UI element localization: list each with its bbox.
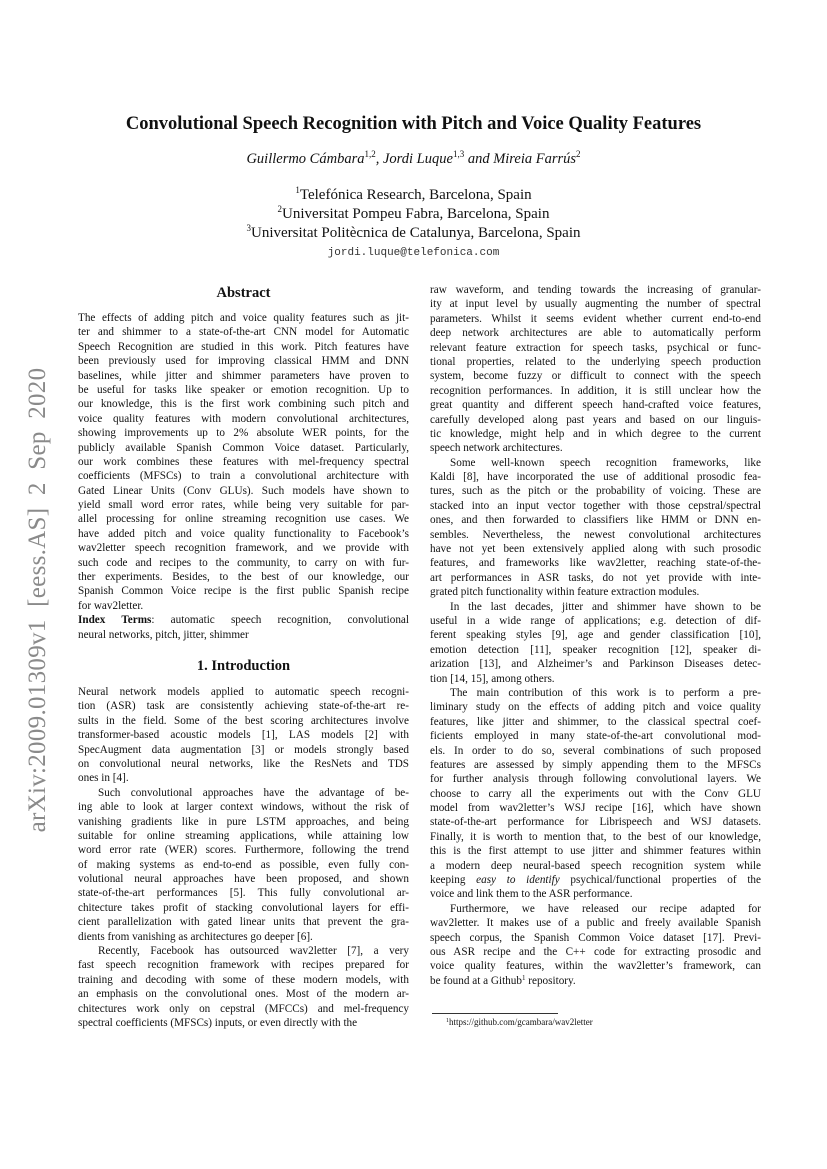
text-line: ones, and then forwarded to classifiers like HMM or DNN en-	[430, 514, 761, 527]
paragraph	[78, 311, 409, 613]
affiliation-number: 1	[295, 185, 300, 195]
index-terms-text: : automatic speech recognition, convolutional	[151, 614, 409, 627]
text-line: Neural network models applied to automatic speech recogni-	[78, 686, 409, 698]
author-list	[0, 151, 827, 168]
paragraph	[78, 944, 409, 1030]
footnote-marker: 1	[521, 973, 526, 982]
text-line: sults in the field. Some of the best scoring architectures involve	[78, 714, 409, 727]
text-line: our knowledge, this is the first work combining such pitch and	[78, 398, 409, 411]
author-name: Guillermo Cámbara	[246, 151, 365, 167]
text-line: voice quality features, within the wav2letter’s framework, can	[430, 960, 761, 973]
text-line: relevant feature extraction for speech tasks, psychical or func-	[430, 341, 761, 354]
text-line: raw waveform, and tending towards the increasing of granular-	[430, 284, 761, 296]
text-line: choose to carry all the experiments out with the Conv GLU	[430, 787, 761, 800]
affiliation-3	[0, 225, 827, 242]
text-line: publicly available Spanish Common Voice dataset. Particularly,	[78, 441, 409, 454]
index-terms-label: Index Terms	[78, 614, 152, 627]
affiliation-text: Telefónica Research, Barcelona, Spain	[299, 187, 532, 203]
text-line: voice quality features with modern convolutional architectures,	[78, 412, 409, 425]
paragraph	[430, 902, 761, 988]
text-line: of making systems as end-to-end as possible, even fully con-	[78, 858, 409, 871]
text-line: have not yet been extensively applied along with such prosodic	[430, 543, 761, 556]
text-line: a modern deep neural-based speech recognition system while	[430, 859, 761, 872]
text-line: stacked into an input vector together with those cepstral/spectral	[430, 499, 761, 512]
text-line: ing able to look at larger context windows, without the risk of	[78, 801, 409, 814]
author-affiliation-marker: 1,2	[364, 149, 376, 159]
paragraph	[430, 686, 761, 902]
text-line: model from wav2letter’s WSJ recipe [16], which have shown	[430, 802, 761, 815]
abstract-heading: Abstract	[216, 285, 271, 301]
paragraph	[430, 456, 761, 600]
text-line: an emphasis on the convolutional ones. Most of the modern ar-	[78, 988, 409, 1001]
text-line: cient parallelization with gated linear units that prevent the gra-	[78, 916, 409, 929]
text-line: speech network architectures.	[430, 442, 563, 455]
text-line: tion [14, 15], among others.	[430, 672, 555, 685]
text-line: tures, such as the pitch or the probability of voicing. These are	[430, 485, 761, 498]
text-line: spectral coefficients (MFSCs) inputs, or even directly with the	[78, 1016, 358, 1029]
text-line: speech corpus, the Spanish Common Voice dataset [17]. Previ-	[430, 931, 761, 944]
text-line: ones in [4].	[78, 772, 129, 785]
introduction-heading: 1. Introduction	[196, 658, 291, 674]
text-line: grated pitch functionality within feature extraction modules.	[430, 586, 700, 599]
text-line: Spanish Common Voice recipe is the first public Spanish recipe	[78, 585, 409, 598]
text-line: transformer-based acoustic models [1], LAS models [2] with	[78, 729, 409, 742]
text-line: wav2letter speech recognition framework, and we provide with	[78, 542, 409, 555]
text-segment: keeping	[430, 874, 477, 887]
introduction-right-column	[430, 283, 761, 988]
text-line: yield small word error rates, while being very suitable for par-	[78, 499, 409, 512]
text-line: ter and shimmer to a state-of-the-art CNN model for Automatic	[78, 326, 409, 339]
author-affiliation-marker: 1,3	[452, 149, 465, 159]
text-line: Finally, it is worth to mention that, to the best of our knowledge,	[430, 830, 761, 843]
contact-email: jordi.luque@telefonica.com	[327, 247, 500, 259]
text-line: The main contribution of this work is to perform a pre-	[450, 686, 761, 699]
text-line: word error rate (WER) scores. Furthermore, following the trend	[78, 844, 409, 857]
text-line: dients from vanishing as architectures go deeper [6].	[78, 930, 313, 943]
text-line: coefficients (MFSCs) to train a convolutional architecture with	[78, 470, 409, 483]
text-line: SpecAugment data augmentation [3] or models strongly based	[78, 743, 409, 756]
paragraph	[78, 786, 409, 944]
text-line: ther experiments. Besides, to the best of our knowledge, our	[78, 571, 409, 584]
paper-title: Convolutional Speech Recognition with Pitch and Voice Quality Features	[125, 114, 702, 134]
text-line: on convolutional neural networks, like the ResNets and TDS	[78, 757, 409, 770]
text-line	[430, 873, 761, 887]
text-line: parameters. Whilst it seems evident whether current end-to-end	[430, 312, 761, 325]
text-line: Recently, Facebook has outsourced wav2letter [7], a very	[98, 945, 409, 958]
text-line: arization [13], and Alzheimer’s and Parkinson Diseases detec-	[430, 658, 761, 671]
text-line: ferent speaking styles [9], age and gender classification [10],	[430, 629, 761, 642]
author-affiliation-marker: 2	[576, 149, 581, 159]
emphasized-text: easy to identify	[476, 874, 560, 887]
text-line: suitable for online streaming applications, while attaining low	[78, 829, 409, 842]
index-terms-line	[78, 628, 409, 642]
text-line: state-of-the-art performance for Librispeech and WSJ datasets.	[430, 816, 761, 829]
text-line: In the last decades, jitter and shimmer have shown to be	[450, 600, 761, 613]
affiliation-number: 2	[277, 204, 283, 214]
arxiv-identifier: arXiv:2009.01309v1 [eess.AS] 2 Sep 2020	[24, 367, 51, 833]
index-terms-line	[78, 613, 409, 627]
text-line: ous ASR recipe and the C++ code for extracting prosodic and	[430, 945, 761, 958]
introduction-left-column	[78, 685, 409, 1030]
text-line: The effects of adding pitch and voice quality features such as jit-	[78, 312, 409, 324]
text-line: Some well-known speech recognition frameworks, like	[450, 456, 761, 469]
text-line: features, and frameworks like wav2letter, reaching state-of-the-	[430, 557, 761, 570]
text-line: els. In order to do so, several combinations of such proposed	[430, 744, 761, 757]
text-segment: psychical/functional properties of the	[559, 874, 761, 887]
text-line: Speech Recognition are studied in this work. Pitch features have	[78, 340, 409, 353]
text-line: training and decoding with some of these modern models, with	[78, 973, 409, 986]
text-line: Furthermore, we have released our recipe adapted for	[450, 902, 761, 915]
text-line: carefully developed along past years and based on our linguis-	[430, 413, 761, 426]
text-line: such code and recipes to the community, to carry on with fur-	[78, 556, 409, 569]
text-line: sembles. Nevertheless, the newest convolutional architectures	[430, 528, 761, 541]
text-line: Gated Linear Units (Conv GLUs). Such models have shown to	[78, 484, 409, 497]
text-line: ity at input level by usually augmenting the number of spectral	[430, 298, 761, 311]
text-line: features, like jitter and shimmer, to the classical spectral coef-	[430, 715, 761, 728]
text-line: art performances in ASR tasks, do not yet provide with inte-	[430, 571, 761, 584]
text-line: be useful for tasks like speaker or emotion recognition. Up to	[78, 383, 409, 396]
author-name: Jordi Luque	[382, 151, 453, 167]
paragraph	[430, 600, 761, 686]
paragraph	[430, 283, 761, 456]
text-line: ficients employed in many state-of-the-art convolutional mod-	[430, 730, 761, 743]
abstract-body	[78, 311, 409, 642]
text-segment: be found at a Github	[430, 974, 522, 987]
text-line: recognition performances. In addition, it is still unclear how the	[430, 384, 761, 397]
affiliation-number: 3	[246, 223, 251, 233]
affiliation-text: Universitat Pompeu Fabra, Barcelona, Spain	[282, 206, 550, 222]
text-line: deep network architectures are able to automatically perform	[430, 327, 761, 340]
text-line: great quantity and different speech hand-crafted voice features,	[430, 399, 761, 412]
author-separator: and	[464, 151, 494, 167]
text-line: useful in a wide range of applications; e.g. detection of dif-	[430, 614, 761, 627]
text-line: allel processing for online streaming recognition use cases. We	[78, 513, 409, 526]
index-terms-text: neural networks, pitch, jitter, shimmer	[78, 628, 249, 641]
affiliation-1	[0, 187, 827, 204]
text-line: wav2letter. It makes use of a public and freely available Spanish	[430, 917, 761, 930]
text-segment: repository.	[525, 974, 576, 987]
text-line: chitectures work only on cepstral (MFCCs) and mel-frequency	[78, 1002, 409, 1015]
text-line: tional properties, related to the underlying speech production	[430, 355, 761, 368]
text-line: our work combines these features with mel-frequency spectral	[78, 455, 409, 468]
text-line: showing improvements up to 2% absolute WER points, for the	[78, 427, 409, 440]
text-line: state-of-the-art performances [5]. This fully convolutional ar-	[78, 887, 409, 900]
text-line: voice and link them to the ASR performance.	[430, 888, 633, 901]
text-line: Such convolutional approaches have the advantage of be-	[98, 786, 409, 799]
text-line: tion (ASR) task are consistently achieving state-of-the-art re-	[78, 700, 409, 713]
footnote-divider	[432, 1013, 558, 1014]
text-line: features are assessed by simply appending them to the MFSCs	[430, 758, 761, 771]
footnote	[446, 1017, 593, 1027]
text-line: liminary study on the effects of adding pitch and voice quality	[430, 701, 761, 714]
author-name: Mireia Farrús	[493, 151, 577, 167]
footnote-url: https://github.com/gcambara/wav2letter	[449, 1017, 593, 1027]
text-line: baselines, while jitter and shimmer parameters have proven to	[78, 369, 409, 382]
text-line: have added pitch and voice quality functionality to Facebook’s	[78, 527, 409, 540]
text-line: system, become fuzzy or difficult to connect with the speech	[430, 370, 761, 383]
footnote-number: 1	[446, 1018, 449, 1024]
text-line	[430, 974, 761, 988]
text-line: emotion detection [11], speaker recognition [12], speaker di-	[430, 643, 761, 656]
text-line: been previously used for improving classical HMM and DNN	[78, 355, 409, 368]
affiliation-text: Universitat Politècnica de Catalunya, Barcelona, Spain	[251, 225, 581, 241]
text-line: this is the first attempt to use jitter and shimmer features within	[430, 845, 761, 858]
text-line: Kaldi [8], have incorporated the use of additional prosodic fea-	[430, 471, 761, 484]
author-separator: ,	[375, 151, 383, 167]
affiliation-2	[0, 206, 827, 223]
text-line: volutional neural approaches have been proposed, and shown	[78, 873, 409, 886]
paragraph	[78, 685, 409, 786]
text-line: tic knowledge, might help and in which degree to the current	[430, 427, 761, 440]
text-line: fast speech recognition framework with recipes prepared for	[78, 959, 409, 972]
text-line: vanishing gradients like in pure LSTM approaches, and being	[78, 815, 409, 828]
text-line: for further analysis through following convolutional layers. We	[430, 773, 761, 786]
text-line: chitecture takes profit of stacking convolutional layers for effi-	[78, 901, 409, 914]
text-line: for wav2letter.	[78, 599, 144, 612]
